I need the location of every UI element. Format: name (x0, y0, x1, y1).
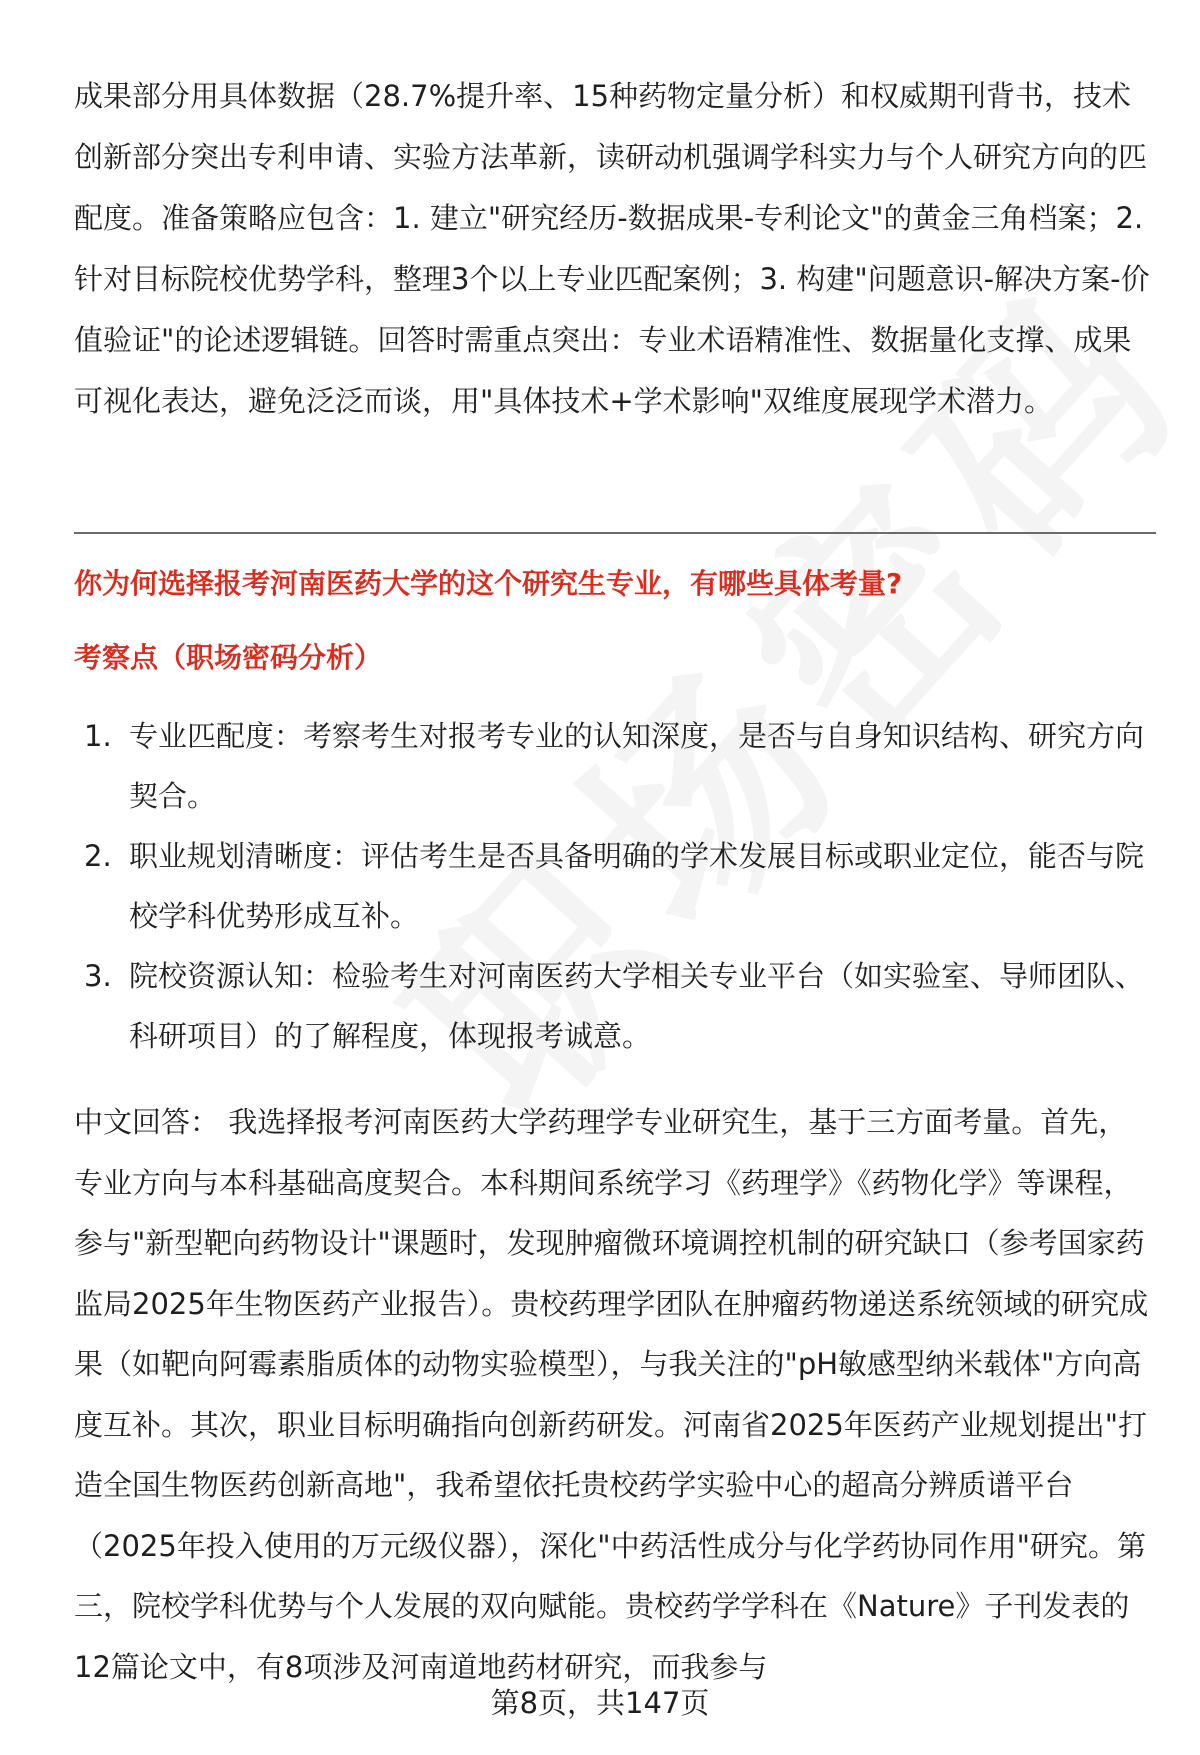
list-item-number: 1. (84, 719, 112, 753)
list-item (74, 706, 1156, 826)
list-item-text: 专业匹配度：考察考生对报考专业的认知深度，是否与自身知识结构、研究方向契合。 (129, 719, 1145, 813)
assessment-points-heading: 考察点（职场密码分析） (74, 641, 383, 674)
list-item-text: 院校资源认知：检验考生对河南医药大学相关专业平台（如实验室、导师团队、科研项目）的了解程度，体现报考诚意。 (129, 959, 1145, 1053)
intro-paragraph: 成果部分用具体数据（28.7%提升率、15种药物定量分析）和权威期刊背书，技术创新部分突出专利申请、实验方法革新，读研动机强调学科实力与个人研究方向的匹配度。准备策略应包含：1. 建立"研究经历-数据成果-专利论文"的黄金三角档案；2. 针对目标院校优势学科，整理3个以上专业匹配案例；3. 构建"问题意识-解决方案-价值验证"的论述逻辑链。回答时需重点突出：专业术语精准性、数据量化支撑、成果可视化表达，避免泛泛而谈，用"具体技术+学术影响"双维度展现学术潜力。 (74, 79, 1150, 418)
answer-paragraph: 中文回答： 我选择报考河南医药大学药理学专业研究生，基于三方面考量。首先，专业方向与本科基础高度契合。本科期间系统学习《药理学》《药物化学》等课程，参与"新型靶向药物设计"课题时，发现肿瘤微环境调控机制的研究缺口（参考国家药监局2025年生物医药产业报告）。贵校药理学团队在肿瘤药物递送系统领域的研究成果（如靶向阿霉素脂质体的动物实验模型），与我关注的"pH敏感型纳米载体"方向高度互补。其次，职业目标明确指向创新药研发。河南省2025年医药产业规划提出"打造全国生物医药创新高地"，我希望依托贵校药学实验中心的超高分辨质谱平台（2025年投入使用的万元级仪器），深化"中药活性成分与化学药协同作用"研究。第三，院校学科优势与个人发展的双向赋能。贵校药学学科在《Nature》子刊发表的12篇论文中，有8项涉及河南道地药材研究，而我参与 (74, 1105, 1149, 1684)
assessment-points-list (74, 706, 1156, 1066)
section-divider (74, 532, 1156, 534)
list-item-number: 2. (84, 839, 112, 873)
list-item-number: 3. (84, 959, 112, 993)
page-number: 第8页，共147页 (490, 1686, 710, 1720)
interview-question: 你为何选择报考河南医药大学的这个研究生专业，有哪些具体考量? (74, 567, 903, 600)
list-item-text: 职业规划清晰度：评估考生是否具备明确的学术发展目标或职业定位，能否与院校学科优势形成互补。 (129, 839, 1145, 933)
list-item (74, 946, 1156, 1066)
list-item (74, 826, 1156, 946)
